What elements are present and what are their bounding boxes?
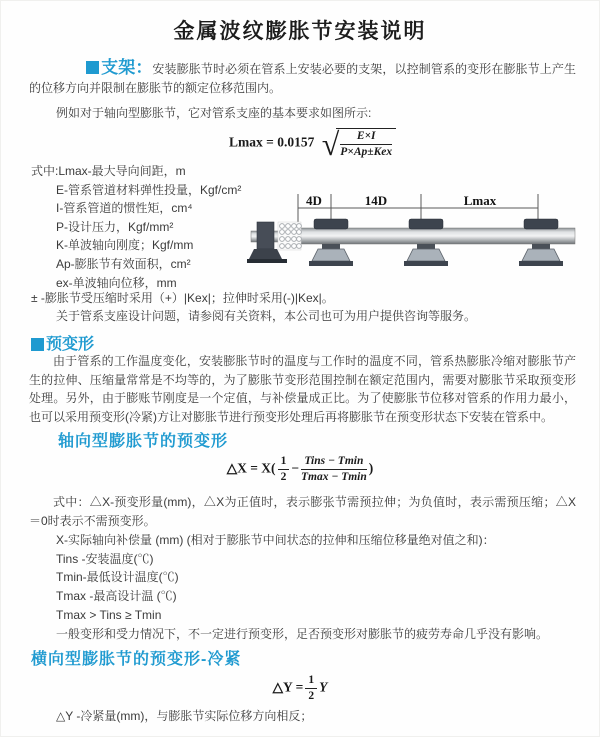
axial-formula-rhs: )	[368, 460, 374, 476]
support-intro-text: 安装膨胀节时必须在管系上安装必要的支架，以控制管系的变形在膨胀节上产生的位移方向并限制在膨胀节的额定位移范围内。	[29, 62, 576, 95]
definition-line: E-管系管道材料弹性投量，Kgf/cm²	[56, 182, 242, 197]
axial-explain-paragraph: 式中：△X-预变形量(mm)，△X为正值时，表示膨张节需预拉伸；为负值时，表示需预压缩；△X＝0时表示不需预变形。	[29, 495, 576, 528]
lmax-formula-numerator: E×I	[340, 130, 392, 145]
support-section-heading: 支架：	[101, 58, 153, 77]
lateral-formula-rhs: Y	[319, 679, 328, 695]
axial-frac2-den: Tmax − Tmin	[301, 471, 367, 483]
axial-formula-operator: −	[291, 460, 300, 476]
axial-frac1-den: 2	[280, 471, 287, 483]
diagram-dim-label: 4D	[306, 193, 322, 208]
list-item: Tmax > Tins ≥ Tmin	[56, 607, 162, 622]
pipe-main	[299, 228, 575, 244]
axial-sub-heading: 轴向型膨胀节的预变形	[58, 433, 229, 450]
axial-parameter-list	[56, 531, 548, 643]
axial-frac1-num: 1	[278, 455, 290, 470]
pipe-support-diagram	[241, 191, 600, 291]
axial-frac2-num: Tins − Tmin	[301, 455, 367, 470]
definition-line: Ap-膨胀节有效面积，cm²	[56, 256, 191, 271]
lateral-formula	[1, 674, 599, 703]
lmax-formula-prefix: Lmax = 0.0157	[229, 134, 315, 150]
list-item: Tmin-最低设计温度(℃)	[56, 570, 179, 585]
definition-line: I-管系管道的惯性矩，cm⁴	[56, 201, 193, 216]
bellows-section	[278, 222, 301, 250]
sqrt-radical-sign: √	[321, 125, 340, 162]
predeform-paragraph: 由于管系的工作温度变化，安装膨胀节时的温度与工作时的温度不同，管系热膨胀冷缩对膨胀节产生的拉伸、压缩量常常是不均等的，为了膨胀节变形范围控制在额定范围内，需要对膨胀节采取预变形处理。另外，由于膨账节刚度是一个定值，与补偿量成正比。为了使膨胀节位移对管系的作用力最小，也可以采用预变形(冷紧)方让对膨胀节进行预变形处理后再将膨胀节在预变形状态下安装在管系中。	[29, 354, 576, 424]
sqrt-radicand	[336, 128, 396, 159]
diagram-dim-label: Lmax	[463, 193, 497, 208]
list-item: X-实际轴向补偿量 (mm) (相对于膨胀节中间状态的拉伸和压缩位移量绝对值之和)：	[56, 533, 495, 547]
list-item: Tins -安装温度(℃)	[56, 551, 154, 566]
page-title: 金属波纹膨胀节安装说明	[173, 20, 427, 43]
definition-line: ex-单波轴向位移，mm	[56, 275, 177, 290]
section-marker-icon	[31, 338, 44, 351]
axial-formula	[1, 455, 599, 484]
axial-formula-lhs: △X = X(	[226, 460, 276, 476]
consulting-note: 关于管系支座设计问题，请参阅有关资料，本公司也可为用户提供咨询等服务。	[56, 309, 477, 323]
support-example-line: 例如对于轴向型膨胀节，它对管系支座的基本要求如图所示:	[56, 106, 372, 120]
diagram-dim-label: 14D	[364, 193, 388, 208]
list-item: Tmax -最高设计温 (℃)	[56, 589, 177, 604]
list-item: 一般变形和受力情况下，不一定进行预变形，足否预变形对膨胀节的疲劳寿命几乎没有影响。	[56, 626, 549, 641]
definition-line: P-设计压力，Kgf/mm²	[56, 219, 174, 234]
definition-line: 式中:Lmax-最大导向间距，m	[31, 164, 186, 178]
predeform-section-heading	[31, 331, 94, 354]
predeform-heading-text: 预变形	[46, 336, 95, 353]
lateral-frac-den: 2	[308, 690, 315, 702]
lateral-sub-heading: 横向型膨胀节的预变形-冷紧	[31, 651, 242, 668]
lateral-formula-lhs: △Y =	[272, 679, 304, 695]
lmax-formula	[229, 125, 396, 162]
symbol-definitions	[31, 162, 241, 292]
lateral-note-line: △Y -冷紧量(mm)，与膨胀节实际位移方向相反；	[56, 709, 313, 723]
support-section-paragraph	[29, 59, 576, 97]
lmax-formula-denominator: P×Ap±Kex	[340, 146, 393, 158]
definition-line: K-单波轴向刚度；Kgf/mm	[56, 238, 194, 253]
lateral-frac-num: 1	[305, 674, 317, 689]
plus-minus-note: ± -膨胀节受压缩时采用（+）|Kex|；拉伸时采用(-)|Kex|。	[31, 291, 334, 305]
section-marker-icon	[86, 61, 99, 74]
